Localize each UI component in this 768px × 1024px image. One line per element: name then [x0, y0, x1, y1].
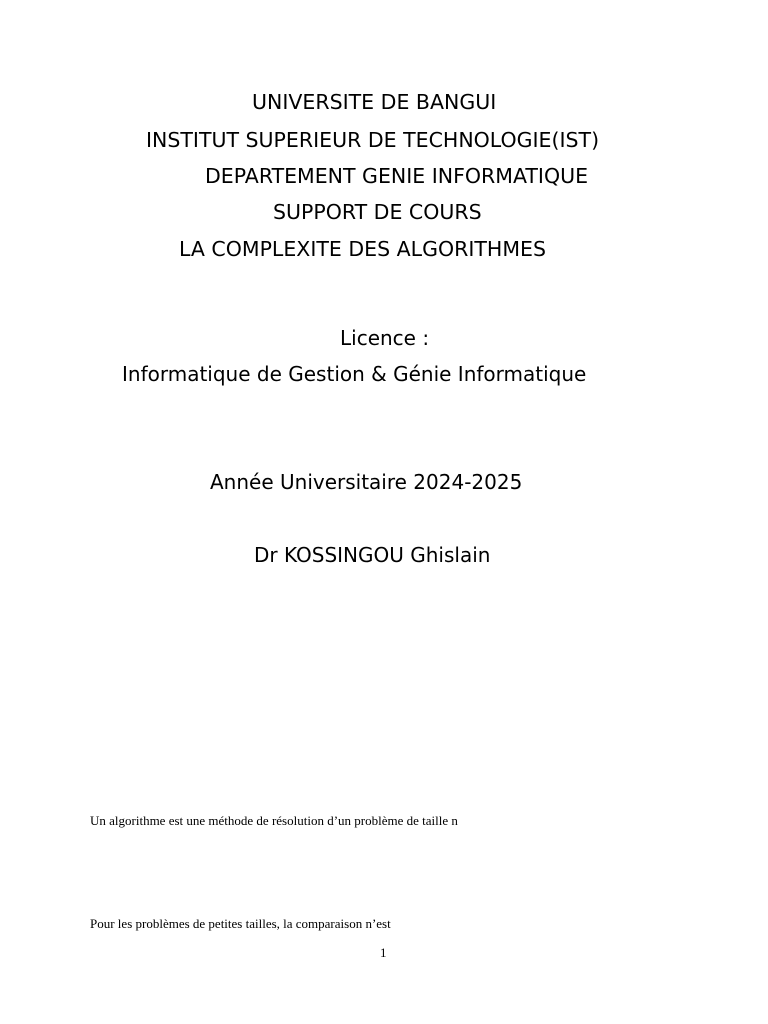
- academic-year: Année Universitaire 2024-2025: [210, 470, 523, 494]
- program-label: Licence :: [340, 326, 430, 350]
- institute-name: INSTITUT SUPERIEUR DE TECHNOLOGIE(IST): [146, 128, 600, 152]
- support-label: SUPPORT DE COURS: [273, 200, 482, 224]
- author-name: Dr KOSSINGOU Ghislain: [254, 543, 491, 567]
- body-paragraph-2: Pour les problèmes de petites tailles, la comparaison n’est: [90, 916, 391, 931]
- university-name: UNIVERSITE DE BANGUI: [252, 90, 497, 114]
- body-paragraph-1: Un algorithme est une méthode de résolution d’un problème de taille n: [90, 813, 458, 828]
- course-title: LA COMPLEXITE DES ALGORITHMES: [179, 237, 546, 261]
- department-name: DEPARTEMENT GENIE INFORMATIQUE: [205, 164, 589, 188]
- page-number: 1: [380, 945, 387, 960]
- program-name: Informatique de Gestion & Génie Informatique: [122, 362, 587, 386]
